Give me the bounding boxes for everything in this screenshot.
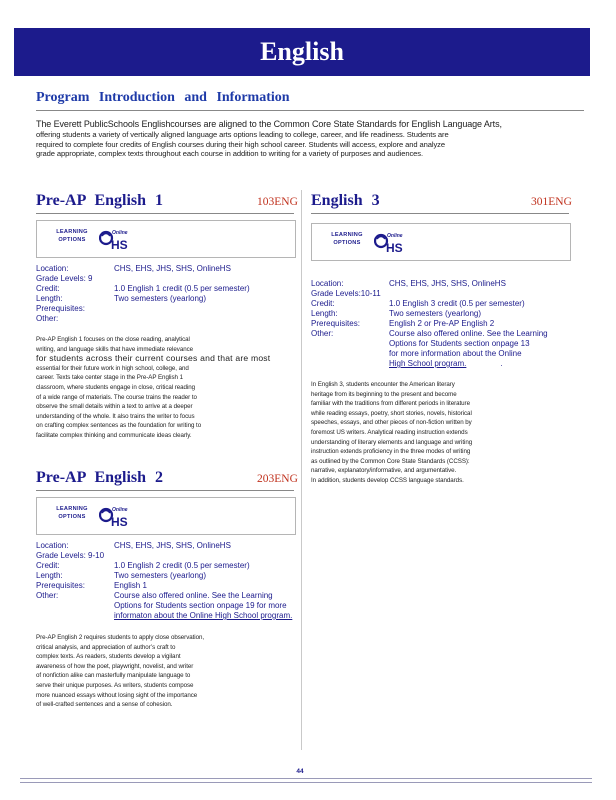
intro-line: required to complete four credits of English courses during their high school career. Students will access, explore and analyze [36, 139, 445, 149]
course-divider [36, 213, 294, 214]
course-divider [36, 490, 294, 491]
desc-line: observe the small details within a text to arrive at a deeper [36, 403, 193, 411]
course-description [311, 380, 569, 486]
online-hs-logo-icon [99, 225, 129, 253]
desc-line: for students across their current courses and that are most [36, 353, 271, 364]
course-title: Pre-AP English 1 [36, 192, 164, 209]
other-value: Options for Students section onpage 19 for more [114, 601, 287, 610]
desc-line: In addition, students develop CCSS language standards. [311, 476, 464, 484]
desc-line: essential for their future work in high school, college, and [36, 364, 189, 372]
location-label: Location: [311, 279, 344, 288]
prereq-label: Prerequisites: [36, 581, 85, 590]
course-divider [311, 213, 569, 214]
online-hs-logo-icon [374, 228, 404, 256]
desc-line: heritage from its beginning to the present and become [311, 390, 457, 398]
footer-rule [20, 778, 592, 783]
desc-line: narrative, explanatory/informative, and argumentative. [311, 467, 457, 475]
desc-line: familiar with the traditions from different periods in literature [311, 400, 470, 408]
desc-line: of well-crafted sentences and a sense of cohesion. [36, 701, 173, 709]
logo-bottom-text: HS [111, 238, 128, 252]
other-value: Course also offered online. See the Learning [114, 591, 273, 600]
credit-value: 1.0 English 3 credit (0.5 per semester) [389, 299, 525, 308]
desc-line: In English 3, students encounter the American literary [311, 381, 455, 388]
course-code: 103ENG [257, 196, 298, 208]
prereq-value: English 1 [114, 581, 147, 590]
length-value: Two semesters (yearlong) [114, 571, 207, 580]
course-description [36, 335, 294, 441]
intro-text [36, 120, 584, 159]
desc-line: foremost US writers. Analytical reading instruction extends [311, 428, 468, 436]
prereq-value: English 2 or Pre-AP English 2 [389, 319, 495, 328]
desc-line: understanding of literary elements and language and writing [311, 438, 473, 446]
course-info [36, 264, 294, 324]
location-label: Location: [36, 541, 69, 550]
other-label: Other: [36, 591, 59, 600]
logo-top-text: Online [112, 507, 128, 513]
credit-label: Credit: [36, 561, 60, 570]
desc-line: while reading essays, poetry, short stories, novels, historical [311, 409, 472, 417]
learning-options-label: LEARNING OPTIONS [56, 229, 88, 243]
location-value: CHS, EHS, JHS, SHS, OnlineHS [389, 279, 506, 288]
desc-line: Pre-AP English 1 focuses on the close reading, analytical [36, 336, 190, 343]
length-label: Length: [36, 294, 63, 303]
grade-levels: Grade Levels: 9-10 [36, 551, 105, 560]
desc-line: critical analysis, and appreciation of author’s craft to [36, 643, 176, 651]
course-description [36, 633, 294, 710]
learning-options-box [36, 220, 296, 258]
column-divider [301, 190, 302, 750]
credit-label: Credit: [311, 299, 335, 308]
intro-heading: Program Introduction and Information [36, 90, 290, 105]
prereq-label: Prerequisites: [311, 319, 360, 328]
learning-options-label: LEARNING OPTIONS [56, 506, 88, 520]
learning-options-box [36, 497, 296, 535]
other-value: Course also offered online. See the Learning [389, 329, 548, 338]
length-value: Two semesters (yearlong) [389, 309, 482, 318]
desc-line: career. Texts take center stage in the Pre-AP English 1 [36, 374, 183, 382]
credit-value: 1.0 English 1 credit (0.5 per semester) [114, 284, 250, 293]
desc-line: of nonfiction alike can masterfully manipulate language to [36, 672, 191, 680]
page-number: 44 [296, 768, 304, 775]
intro-divider [36, 110, 584, 111]
desc-line: Pre-AP English 2 requires students to apply close observation, [36, 634, 205, 641]
desc-line: speeches, essays, and other pieces of non-fiction written by [311, 419, 472, 427]
learning-options-box [311, 223, 571, 261]
online-hs-logo-icon [99, 502, 129, 530]
logo-top-text: Online [387, 233, 403, 239]
other-value: Options for Students section onpage 13 [389, 339, 530, 348]
other-value: informaton about the Online High School program. [114, 611, 293, 620]
page-title-banner: English [14, 28, 590, 76]
other-value: for more information about the Online [389, 349, 522, 358]
desc-line: complex texts. As readers, students develop a vigilant [36, 653, 181, 661]
desc-line: writing, and language skills that have immediate relevance [36, 345, 194, 353]
desc-line: instruction extends proficiency in the three modes of writing [311, 448, 471, 456]
credit-value: 1.0 English 2 credit (0.5 per semester) [114, 561, 250, 570]
course-title: Pre-AP English 2 [36, 469, 164, 486]
other-value: High School program. [389, 359, 467, 368]
course-info [311, 279, 569, 369]
logo-top-text: Online [112, 230, 128, 236]
course-code: 301ENG [531, 196, 572, 208]
course-info [36, 541, 294, 621]
learning-options-label: LEARNING OPTIONS [331, 232, 363, 246]
logo-bottom-text: HS [386, 241, 403, 255]
other-label: Other: [311, 329, 334, 338]
desc-line: more nuanced essays without losing sight of the importance [36, 691, 198, 699]
desc-line: understanding of the whole. It also trains the writer to focus [36, 412, 195, 420]
desc-line: as outlined by the Common Core State Standards (CCSS): [311, 457, 470, 465]
location-value: CHS, EHS, JHS, SHS, OnlineHS [114, 264, 231, 273]
desc-line: facilitate complex thinking and communicate ideas clearly. [36, 431, 192, 439]
length-label: Length: [36, 571, 63, 580]
other-value-dot: . [500, 359, 503, 368]
length-label: Length: [311, 309, 338, 318]
desc-line: on crafting complex sentences as the foundation for writing to [36, 422, 202, 430]
prereq-label: Prerequisites: [36, 304, 85, 313]
grade-levels: Grade Levels:10-11 [311, 289, 381, 298]
length-value: Two semesters (yearlong) [114, 294, 207, 303]
desc-line: awareness of how the poet, playwright, novelist, and writer [36, 662, 194, 670]
other-label: Other: [36, 314, 59, 323]
location-label: Location: [36, 264, 69, 273]
desc-line: classroom, where students engage in close, critical reading [36, 383, 196, 391]
desc-line: serve their unique purposes. As writers, students compose [36, 681, 194, 689]
desc-line: of a wide range of materials. The course trains the reader to [36, 393, 197, 401]
course-title: English 3 [311, 192, 380, 209]
location-value: CHS, EHS, JHS, SHS, OnlineHS [114, 541, 231, 550]
grade-levels: Grade Levels: 9 [36, 274, 93, 283]
credit-label: Credit: [36, 284, 60, 293]
intro-line: grade appropriate, complex texts throughout each course in addition to writing for a variety of purposes and audiences. [36, 149, 424, 159]
intro-line: The Everett PublicSchools Englishcourses are aligned to the Common Core State Standards for English Language Arts, [36, 119, 502, 129]
course-code: 203ENG [257, 473, 298, 485]
intro-line: offering students a variety of vertically aligned language arts options leading to college, career, and life readiness. Students are [36, 129, 449, 139]
logo-bottom-text: HS [111, 515, 128, 529]
